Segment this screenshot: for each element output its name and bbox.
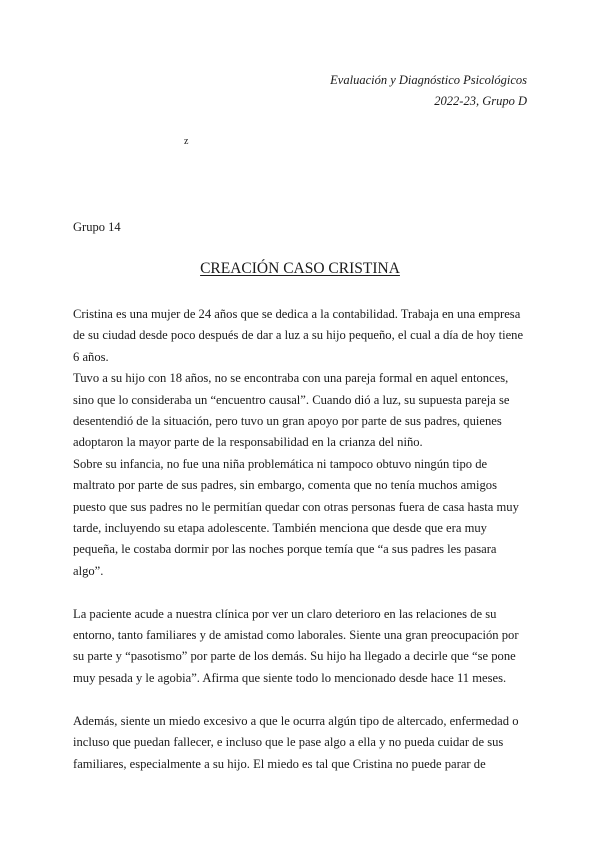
paragraph-spacer xyxy=(73,582,529,603)
paragraph-spacer xyxy=(73,689,529,710)
group-label: Grupo 14 xyxy=(73,220,121,234)
paragraph-fears: Además, siente un miedo excesivo a que le ocurra algún tipo de altercado, enfermedad o incluso que puedan fallecer, e incluso que le pase algo a ella y no pueda cuidar de sus familiares, especialmente a su hijo. El miedo es tal que Cristina no puede parar de xyxy=(73,713,519,771)
course-year-group: 2022-23, Grupo D xyxy=(434,94,527,108)
document-body xyxy=(73,304,529,775)
paragraph-intro: Cristina es una mujer de 24 años que se dedica a la contabilidad. Trabaja en una empresa de su ciudad desde poco después de dar a luz a su hijo pequeño, el cual a día de hoy tiene 6 años. xyxy=(73,307,524,364)
course-title: Evaluación y Diagnóstico Psicológicos xyxy=(330,73,527,87)
paragraph-son: Tuvo a su hijo con 18 años, no se encontraba con una pareja formal en aquel entonces, sino que lo consideraba un “encuentro causal”. Cuando dió a luz, su supuesta pareja se desentendió de la situación, pero tuvo un gran apoyo por parte de sus padres, quienes adoptaron la mayor parte de la responsabilidad en la crianza del niño. xyxy=(73,371,510,450)
document-header xyxy=(330,70,527,112)
document-title: CREACIÓN CASO CRISTINA xyxy=(200,260,400,277)
stray-mark: z xyxy=(184,136,189,147)
paragraph-childhood: Sobre su infancia, no fue una niña problemática ni tampoco obtuvo ningún tipo de maltrato por parte de sus padres, sin embargo, comenta que no tenía muchos amigos puesto que sus padres no le permitían quedar con otras personas fuera de casa hasta muy tarde, incluyendo su etapa adolescente. También menciona que desde que era muy pequeña, le costaba dormir por las noches porque temía que “a sus padres les pasara algo”. xyxy=(73,456,519,578)
paragraph-consultation: La paciente acude a nuestra clínica por ver un claro deterioro en las relaciones de su entorno, tanto familiares y de amistad como laborales. Siente una gran preocupación por su parte y “pasotismo” por parte de los demás. Su hijo ha llegado a decirle que “se pone muy pesada y le agobia”. Afirma que siente todo lo mencionado desde hace 11 meses. xyxy=(73,606,519,685)
